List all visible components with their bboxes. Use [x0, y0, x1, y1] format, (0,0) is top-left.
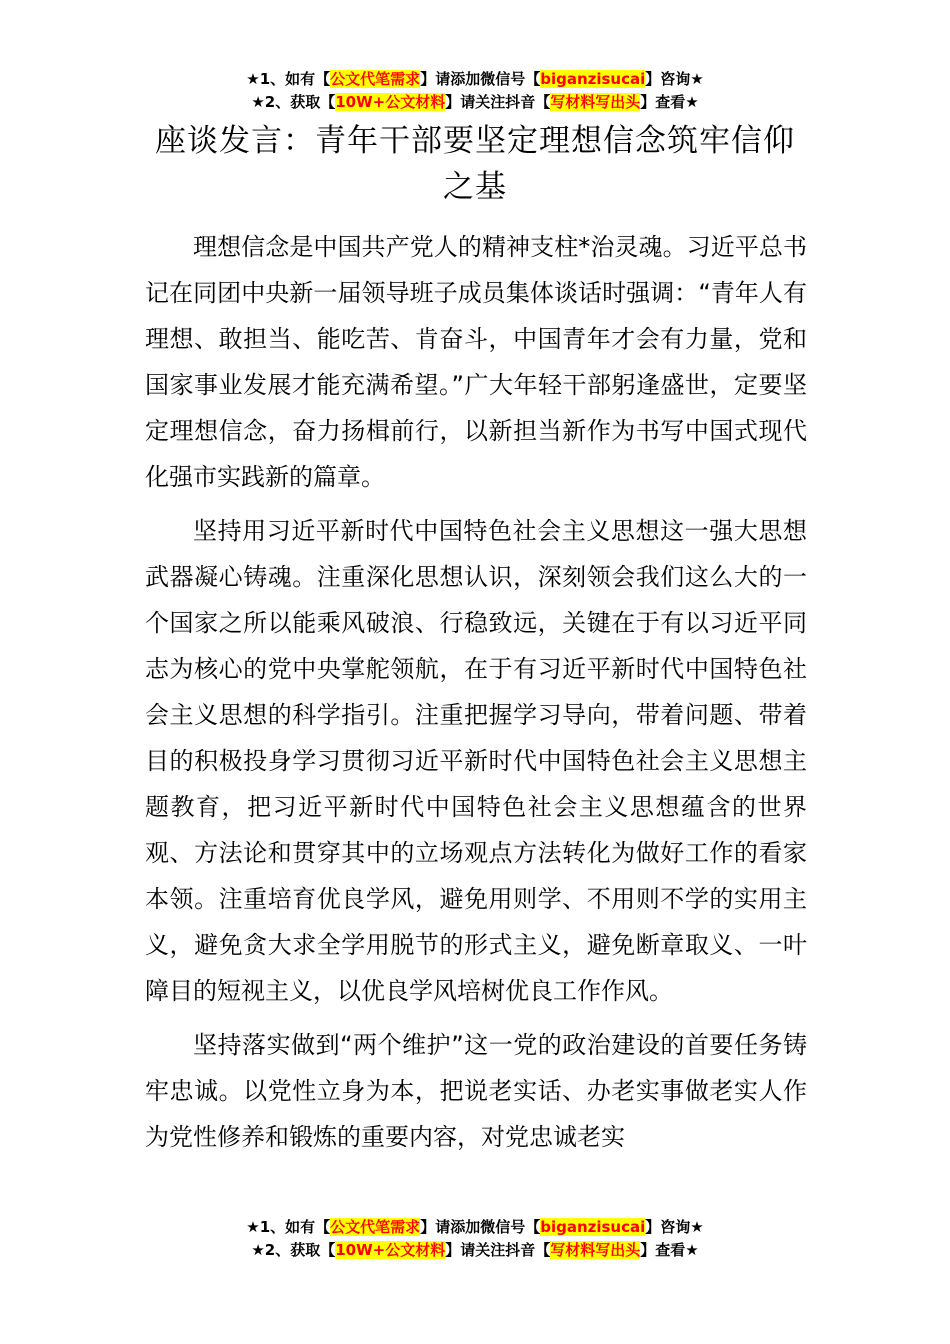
banner-highlight: biganzisucai [540, 1218, 646, 1236]
header-banner [0, 68, 950, 114]
document-body [145, 224, 807, 1168]
banner-line-1 [0, 68, 950, 91]
banner-text: 】请添加微信号【 [420, 1218, 541, 1236]
banner-line-2 [0, 1239, 950, 1262]
paragraph: 坚持用习近平新时代中国特色社会主义思想这一强大思想武器凝心铸魂。注重深化思想认识，深刻领会我们这么大的一个国家之所以能乘风破浪、行稳致远，关键在于有以习近平同志为核心的党中央掌舵领航，在于有习近平新时代中国特色社会主义思想的科学指引。注重把握学习导向，带着问题、带着目的积极投身学习贯彻习近平新时代中国特色社会主义思想主题教育，把习近平新时代中国特色社会主义思想蕴含的世界观、方法论和贯穿其中的立场观点方法转化为做好工作的看家本领。注重培育优良学风，避免用则学、不用则不学的实用主义，避免贪大求全学用脱节的形式主义，避免断章取义、一叶障目的短视主义，以优良学风培树优良工作作风。 [145, 517, 807, 1005]
banner-highlight: biganzisucai [540, 70, 646, 88]
banner-highlight: 写材料写出头 [550, 93, 641, 111]
paragraph: 理想信念是中国共产党人的精神支柱*治灵魂。习近平总书记在同团中央新一届领导班子成员集体谈话时强调：“青年人有理想、敢担当、能吃苦、肯奋斗，中国青年才会有力量，党和国家事业发展才能充满希望。”广大年轻干部躬逢盛世，定要坚定理想信念，奋力扬楫前行，以新担当新作为书写中国式现代化强市实践新的篇章。 [145, 233, 807, 491]
banner-highlight: 10W+公文材料 [335, 1241, 446, 1259]
banner-text: 】查看★ [640, 1241, 699, 1259]
banner-highlight: 写材料写出头 [550, 1241, 641, 1259]
banner-line-1 [0, 1216, 950, 1239]
banner-text: ★1、如有【 [246, 1218, 331, 1236]
banner-highlight: 公文代笔需求 [330, 1218, 421, 1236]
banner-text: 】请关注抖音【 [445, 93, 551, 111]
banner-text: ★2、获取【 [251, 1241, 336, 1259]
banner-text: 】咨询★ [645, 1218, 704, 1236]
paragraph: 坚持落实做到“两个维护”这一党的政治建设的首要任务铸牢忠诚。以党性立身为本，把说老实话、办老实事做老实人作为党性修养和锻炼的重要内容，对党忠诚老实 [145, 1031, 807, 1151]
banner-text: 】咨询★ [645, 70, 704, 88]
banner-highlight: 10W+公文材料 [335, 93, 446, 111]
banner-highlight: 公文代笔需求 [330, 70, 421, 88]
banner-line-2 [0, 91, 950, 114]
footer-banner [0, 1216, 950, 1262]
banner-text: 】请添加微信号【 [420, 70, 541, 88]
banner-text: 】请关注抖音【 [445, 1241, 551, 1259]
banner-text: 】查看★ [640, 93, 699, 111]
banner-text: ★2、获取【 [251, 93, 336, 111]
document-title: 座谈发言：青年干部要坚定理想信念筑牢信仰之基 [155, 123, 795, 205]
banner-text: ★1、如有【 [246, 70, 331, 88]
